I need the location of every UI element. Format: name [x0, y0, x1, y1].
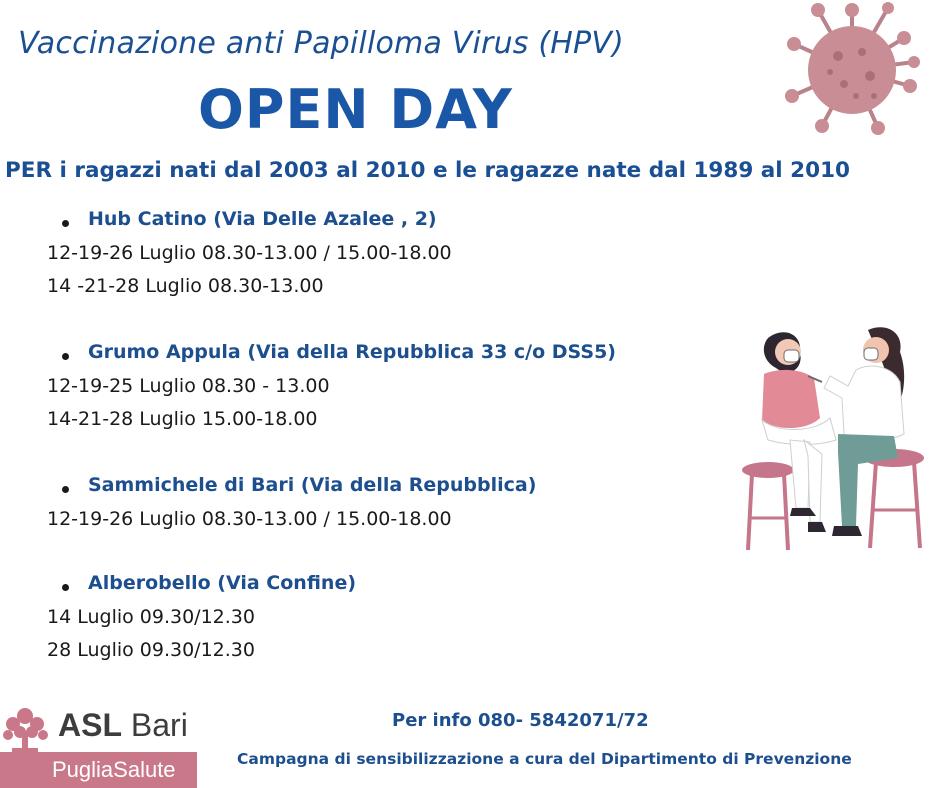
- schedule-line: 14 -21-28 Luglio 08.30-13.00: [47, 275, 324, 297]
- schedule-line: 14 Luglio 09.30/12.30: [47, 606, 255, 628]
- schedule-line: 12-19-26 Luglio 08.30-13.00 / 15.00-18.00: [47, 508, 452, 530]
- bullet: [62, 584, 69, 591]
- tree-icon: [0, 704, 50, 754]
- virus-icon: [782, 0, 922, 140]
- campaign-text: Campagna di sensibilizzazione a cura del Dipartimento di Prevenzione: [237, 750, 852, 768]
- schedule-line: 12-19-25 Luglio 08.30 - 13.00: [47, 375, 330, 397]
- bullet: [62, 353, 69, 360]
- puglia-salute-label: PugliaSalute: [52, 757, 176, 782]
- asl-label: ASL: [58, 707, 122, 743]
- audience-text: PER i ragazzi nati dal 2003 al 2010 e le ragazze nate dal 1989 al 2010: [5, 158, 850, 183]
- page-title: OPEN DAY: [198, 78, 513, 141]
- bullet: [62, 220, 69, 227]
- vaccination-icon: [738, 322, 934, 580]
- schedule-line: 12-19-26 Luglio 08.30-13.00 / 15.00-18.00: [47, 242, 452, 264]
- info-phone: Per info 080- 5842071/72: [392, 710, 649, 731]
- asl-logo-text: [58, 707, 188, 744]
- puglia-salute-band: [0, 752, 197, 788]
- location-name: Sammichele di Bari (Via della Repubblica): [88, 474, 537, 496]
- schedule-line: 28 Luglio 09.30/12.30: [47, 639, 255, 661]
- bullet: [62, 486, 69, 493]
- location-name: Hub Catino (Via Delle Azalee , 2): [88, 208, 437, 230]
- schedule-line: 14-21-28 Luglio 15.00-18.00: [47, 408, 318, 430]
- location-name: Alberobello (Via Confine): [88, 572, 357, 594]
- location-name: Grumo Appula (Via della Repubblica 33 c/o DSS5): [88, 341, 616, 363]
- subtitle: Vaccinazione anti Papilloma Virus (HPV): [18, 26, 624, 61]
- bari-label: Bari: [130, 707, 188, 743]
